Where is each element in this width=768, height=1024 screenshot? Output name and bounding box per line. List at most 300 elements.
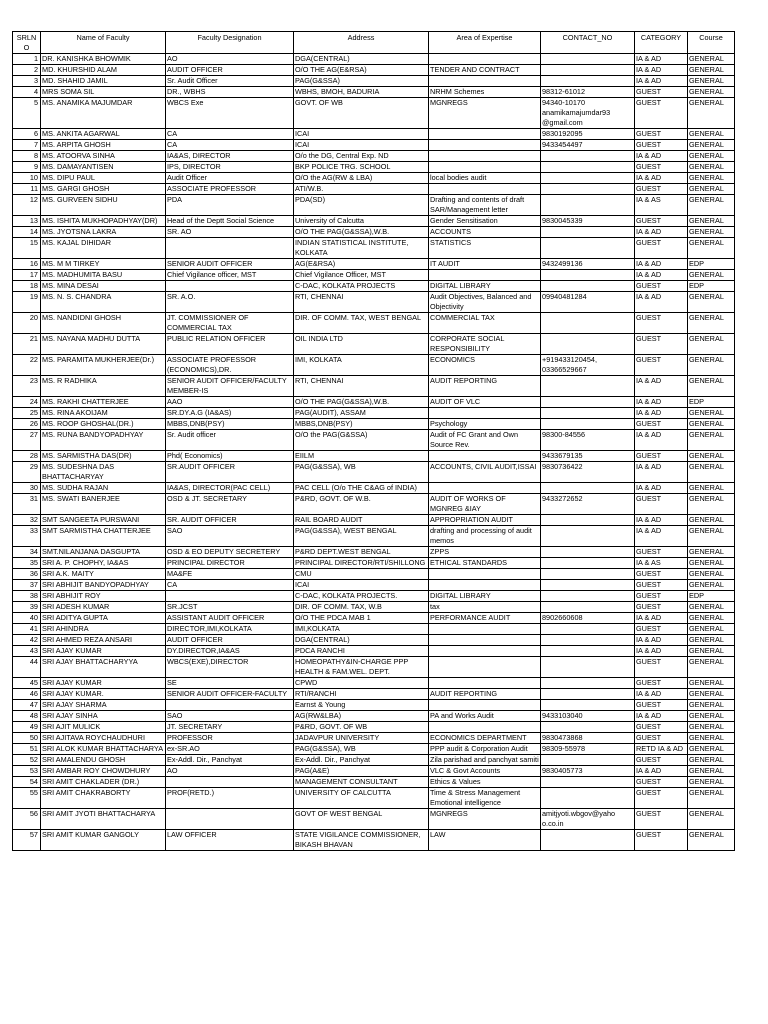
cell-category: GUEST: [635, 733, 688, 744]
cell-course: GENERAL: [688, 580, 735, 591]
cell-category: IA & AD: [635, 526, 688, 547]
cell-expertise: MGNREGS: [429, 98, 541, 129]
cell-address: ICAI: [294, 580, 429, 591]
header-srlno: SRLN O: [13, 32, 41, 54]
cell-contact: [541, 313, 635, 334]
cell-name: SRI AMIT KUMAR GANGOLY: [41, 830, 166, 851]
cell-designation: SR. A.O.: [166, 292, 294, 313]
cell-expertise: [429, 657, 541, 678]
table-row: [13, 129, 735, 140]
cell-designation: SENIOR AUDIT OFFICER-FACULTY: [166, 689, 294, 700]
cell-designation: SAO: [166, 526, 294, 547]
cell-address: GOVT. OF WB: [294, 98, 429, 129]
cell-address: O/O THE PAG(G&SSA),W.B.: [294, 227, 429, 238]
cell-designation: AUDIT OFFICER: [166, 635, 294, 646]
cell-category: GUEST: [635, 98, 688, 129]
cell-expertise: ECONOMICS: [429, 355, 541, 376]
cell-category: IA & AD: [635, 76, 688, 87]
cell-address: DIR. OF COMM. TAX, W.B: [294, 602, 429, 613]
cell-category: IA & AD: [635, 376, 688, 397]
cell-address: CMU: [294, 569, 429, 580]
cell-designation: PRINCIPAL DIRECTOR: [166, 558, 294, 569]
cell-category: GUEST: [635, 184, 688, 195]
table-row: [13, 657, 735, 678]
table-row: [13, 580, 735, 591]
cell-name: MRS SOMA SIL: [41, 87, 166, 98]
cell-designation: AUDIT OFFICER: [166, 65, 294, 76]
cell-name: MS. GARGI GHOSH: [41, 184, 166, 195]
cell-name: SRI ABHIJIT BANDYOPADHYAY: [41, 580, 166, 591]
cell-srlno: 15: [13, 238, 41, 259]
cell-category: IA & AD: [635, 173, 688, 184]
cell-expertise: Zila parishad and panchyat samiti: [430, 755, 539, 764]
cell-name: SMT SARMISTHA CHATTERJEE: [41, 526, 166, 547]
cell-contact: [541, 635, 635, 646]
cell-designation: LAW OFFICER: [166, 830, 294, 851]
cell-expertise: [429, 722, 541, 733]
cell-designation: SENIOR AUDIT OFFICER: [166, 259, 294, 270]
cell-course: EDP: [688, 591, 735, 602]
cell-category: GUEST: [635, 238, 688, 259]
table-row: [13, 830, 735, 851]
cell-designation: IA&AS, DIRECTOR: [166, 151, 294, 162]
cell-expertise: [429, 76, 541, 87]
cell-address: ICAI: [294, 129, 429, 140]
cell-category: IA & AD: [635, 646, 688, 657]
cell-designation: IA&AS, DIRECTOR(PAC CELL): [166, 483, 294, 494]
cell-category: GUEST: [635, 700, 688, 711]
cell-address: DGA(CENTRAL): [294, 54, 429, 65]
cell-expertise: STATISTICS: [429, 238, 541, 259]
cell-srlno: 42: [13, 635, 41, 646]
cell-designation: AAO: [166, 397, 294, 408]
cell-address: RTI, CHENNAI: [294, 376, 429, 397]
cell-address: PDCA RANCHI: [294, 646, 429, 657]
cell-course: GENERAL: [688, 376, 735, 397]
cell-name: MS. SARMISTHA DAS(DR): [41, 451, 166, 462]
cell-designation: [166, 591, 294, 602]
cell-course: GENERAL: [688, 419, 735, 430]
cell-name: MS. RAKHI CHATTERJEE: [41, 397, 166, 408]
cell-name: MS. RINA AKOIJAM: [41, 408, 166, 419]
cell-category: IA & AD: [635, 227, 688, 238]
cell-category: GUEST: [635, 87, 688, 98]
table-row: [13, 526, 735, 547]
cell-srlno: 21: [13, 334, 41, 355]
table-row: [13, 216, 735, 227]
cell-course: GENERAL: [688, 98, 735, 129]
cell-course: GENERAL: [688, 613, 735, 624]
table-row: [13, 162, 735, 173]
cell-course: GENERAL: [688, 76, 735, 87]
cell-srlno: 53: [13, 766, 41, 777]
cell-address: Chief Vigilance Officer, MST: [294, 270, 429, 281]
cell-address: O/O THE PDCA MAB 1: [294, 613, 429, 624]
cell-course: GENERAL: [688, 809, 735, 830]
cell-address: MBBS,DNB(PSY): [294, 419, 429, 430]
table-row: [13, 451, 735, 462]
cell-name: SRI AJIT MULICK: [41, 722, 166, 733]
cell-address: RTI/RANCHI: [294, 689, 429, 700]
cell-expertise: [429, 408, 541, 419]
cell-designation: SAO: [166, 711, 294, 722]
table-row: [13, 569, 735, 580]
cell-category: IA & AD: [635, 462, 688, 483]
cell-category: IA & AD: [635, 766, 688, 777]
table-row: [13, 788, 735, 809]
cell-srlno: 26: [13, 419, 41, 430]
cell-designation: WBCS Exe: [166, 98, 294, 129]
cell-srlno: 10: [13, 173, 41, 184]
cell-contact: [541, 376, 635, 397]
cell-course: GENERAL: [688, 65, 735, 76]
table-row: [13, 624, 735, 635]
cell-name: SRI AJAY BHATTACHARYYA: [41, 657, 166, 678]
cell-srlno: 51: [13, 744, 41, 755]
cell-designation: SE: [166, 678, 294, 689]
cell-course: GENERAL: [688, 292, 735, 313]
cell-contact: 9830192095: [541, 129, 635, 140]
cell-category: GUEST: [635, 140, 688, 151]
table-row: [13, 678, 735, 689]
cell-name: MS. MADHUMITA BASU: [41, 270, 166, 281]
cell-srlno: 33: [13, 526, 41, 547]
cell-designation: DR., WBHS: [166, 87, 294, 98]
cell-name: MS. SUDHA RAJAN: [41, 483, 166, 494]
cell-course: GENERAL: [688, 54, 735, 65]
cell-name: MS. SWATI BANERJEE: [41, 494, 166, 515]
cell-expertise: [429, 162, 541, 173]
cell-srlno: 13: [13, 216, 41, 227]
cell-category: GUEST: [635, 678, 688, 689]
cell-srlno: 55: [13, 788, 41, 809]
cell-contact: [541, 788, 635, 809]
cell-srlno: 30: [13, 483, 41, 494]
cell-srlno: 47: [13, 700, 41, 711]
cell-name: SRI ADITYA GUPTA: [41, 613, 166, 624]
cell-srlno: 50: [13, 733, 41, 744]
table-row: [13, 558, 735, 569]
cell-category: IA & AD: [635, 292, 688, 313]
cell-address: MANAGEMENT CONSULTANT: [294, 777, 429, 788]
cell-category: IA & AD: [635, 259, 688, 270]
cell-srlno: 35: [13, 558, 41, 569]
cell-expertise: ZPPS: [429, 547, 541, 558]
cell-expertise: Gender Sensitisation: [429, 216, 541, 227]
cell-category: GUEST: [635, 755, 688, 766]
cell-name: MS. ARPITA GHOSH: [41, 140, 166, 151]
table-row: [13, 646, 735, 657]
cell-course: GENERAL: [688, 830, 735, 851]
cell-category: IA & AS: [635, 558, 688, 569]
cell-course: GENERAL: [688, 678, 735, 689]
cell-name: SRI AHMED REZA ANSARI: [41, 635, 166, 646]
table-row: [13, 65, 735, 76]
cell-name: MS. SUDESHNA DAS BHATTACHARYAY: [41, 462, 166, 483]
cell-designation: ASSISTANT AUDIT OFFICER: [166, 613, 294, 624]
cell-designation: DY.DIRECTOR,IA&AS: [166, 646, 294, 657]
header-row: [13, 32, 735, 54]
cell-srlno: 16: [13, 259, 41, 270]
cell-contact: [541, 689, 635, 700]
header-name: Name of Faculty: [41, 32, 166, 54]
cell-srlno: 9: [13, 162, 41, 173]
cell-category: GUEST: [635, 216, 688, 227]
cell-course: GENERAL: [688, 558, 735, 569]
table-row: [13, 140, 735, 151]
table-row: [13, 76, 735, 87]
cell-name: MS. NAYANA MADHU DUTTA: [41, 334, 166, 355]
cell-address: C-DAC, KOLKATA PROJECTS.: [294, 591, 429, 602]
cell-category: RETD IA & AD: [635, 744, 688, 755]
cell-course: GENERAL: [688, 355, 735, 376]
cell-address: IMI, KOLKATA: [294, 355, 429, 376]
cell-name: SRI AMIT JYOTI BHATTACHARYA: [41, 809, 166, 830]
cell-name: MS. KAJAL DIHIDAR: [41, 238, 166, 259]
cell-contact: [541, 54, 635, 65]
cell-course: GENERAL: [688, 700, 735, 711]
cell-address: PDA(SD): [294, 195, 429, 216]
cell-srlno: 41: [13, 624, 41, 635]
cell-designation: [166, 777, 294, 788]
cell-contact: [541, 700, 635, 711]
table-row: [13, 494, 735, 515]
cell-designation: PROF(RETD.): [166, 788, 294, 809]
cell-expertise: [429, 270, 541, 281]
cell-address: PAG(G&SSA): [294, 76, 429, 87]
cell-course: GENERAL: [688, 755, 735, 766]
cell-designation: Chief Vigilance officer, MST: [166, 270, 294, 281]
cell-course: EDP: [688, 397, 735, 408]
cell-srlno: 1: [13, 54, 41, 65]
cell-srlno: 25: [13, 408, 41, 419]
cell-course: GENERAL: [688, 777, 735, 788]
cell-expertise: [429, 635, 541, 646]
cell-srlno: 27: [13, 430, 41, 451]
cell-category: GUEST: [635, 624, 688, 635]
cell-course: GENERAL: [688, 657, 735, 678]
cell-address: O/O the PAG(G&SSA): [294, 430, 429, 451]
cell-name: SRI AJITAVA ROYCHAUDHURI: [41, 733, 166, 744]
cell-name: SRI ALOK KUMAR BHATTACHARYA: [41, 744, 166, 755]
cell-name: MS. N. S. CHANDRA: [41, 292, 166, 313]
cell-course: GENERAL: [688, 547, 735, 558]
cell-srlno: 19: [13, 292, 41, 313]
cell-srlno: 57: [13, 830, 41, 851]
cell-srlno: 52: [13, 755, 41, 766]
cell-expertise: [429, 54, 541, 65]
cell-expertise: [429, 624, 541, 635]
cell-name: SRI AJAY KUMAR: [41, 678, 166, 689]
cell-designation: Head of the Deptt Social Science: [166, 216, 294, 227]
cell-address: BKP POLICE TRG. SCHOOL: [294, 162, 429, 173]
table-row: [13, 766, 735, 777]
table-row: [13, 54, 735, 65]
cell-contact: 9830405773: [541, 766, 635, 777]
cell-course: GENERAL: [688, 733, 735, 744]
table-row: [13, 744, 735, 755]
cell-course: GENERAL: [688, 129, 735, 140]
table-row: [13, 635, 735, 646]
cell-category: GUEST: [635, 722, 688, 733]
cell-expertise: ACCOUNTS, CIVIL AUDIT,ISSAI: [429, 462, 541, 483]
cell-designation: OSD & JT. SECRETARY: [166, 494, 294, 515]
cell-srlno: 38: [13, 591, 41, 602]
cell-contact: [541, 76, 635, 87]
cell-category: GUEST: [635, 281, 688, 292]
cell-address: PRINCIPAL DIRECTOR/RTI/SHILLONG: [294, 558, 429, 569]
cell-course: GENERAL: [688, 162, 735, 173]
cell-expertise: Drafting and contents of draft SAR/Management letter: [429, 195, 541, 216]
cell-srlno: 14: [13, 227, 41, 238]
cell-srlno: 36: [13, 569, 41, 580]
table-row: [13, 397, 735, 408]
table-row: [13, 613, 735, 624]
cell-contact: [541, 678, 635, 689]
cell-srlno: 18: [13, 281, 41, 292]
table-row: [13, 722, 735, 733]
cell-designation: AO: [166, 766, 294, 777]
table-row: [13, 87, 735, 98]
cell-contact: 98312-61012: [541, 87, 635, 98]
cell-srlno: 11: [13, 184, 41, 195]
cell-designation: SR. AUDIT OFFICER: [166, 515, 294, 526]
table-row: [13, 195, 735, 216]
cell-address: C-DAC, KOLKATA PROJECTS: [294, 281, 429, 292]
cell-category: IA & AD: [635, 515, 688, 526]
cell-expertise: local bodies audit: [429, 173, 541, 184]
cell-name: MS. NANDIDNI GHOSH: [41, 313, 166, 334]
cell-name: MS. ATOORVA SINHA: [41, 151, 166, 162]
cell-category: GUEST: [635, 569, 688, 580]
cell-expertise: ACCOUNTS: [429, 227, 541, 238]
cell-srlno: 39: [13, 602, 41, 613]
cell-category: GUEST: [635, 788, 688, 809]
cell-designation: CA: [166, 580, 294, 591]
table-row: [13, 430, 735, 451]
table-row: [13, 355, 735, 376]
cell-designation: ASSOCIATE PROFESSOR (ECONOMICS),DR.: [166, 355, 294, 376]
cell-address: O/O the AG(RW & LBA): [294, 173, 429, 184]
cell-srlno: 24: [13, 397, 41, 408]
cell-category: GUEST: [635, 580, 688, 591]
cell-address: IMI,KOLKATA: [294, 624, 429, 635]
cell-expertise: [429, 646, 541, 657]
cell-course: GENERAL: [688, 238, 735, 259]
cell-address: P&RD, GOVT. OF WB: [294, 722, 429, 733]
cell-course: GENERAL: [688, 689, 735, 700]
cell-address: EIILM: [294, 451, 429, 462]
cell-course: GENERAL: [688, 216, 735, 227]
cell-expertise: drafting and processing of audit memos: [429, 526, 541, 547]
cell-contact: [541, 526, 635, 547]
table-row: [13, 270, 735, 281]
cell-contact: [541, 281, 635, 292]
cell-designation: Audit Officer: [166, 173, 294, 184]
cell-designation: AO: [166, 54, 294, 65]
cell-expertise: Time & Stress Management Emotional intelligence: [429, 788, 541, 809]
cell-address: DIR. OF COMM. TAX, WEST BENGAL: [294, 313, 429, 334]
cell-contact: [541, 777, 635, 788]
cell-expertise: [429, 184, 541, 195]
cell-course: GENERAL: [688, 788, 735, 809]
table-row: [13, 602, 735, 613]
cell-name: MS. DAMAYANTISEN: [41, 162, 166, 173]
cell-category: IA & AD: [635, 65, 688, 76]
cell-course: GENERAL: [688, 744, 735, 755]
cell-category: GUEST: [635, 809, 688, 830]
cell-contact: 9830736422: [541, 462, 635, 483]
cell-course: GENERAL: [688, 494, 735, 515]
cell-name: SRI AMALENDU GHOSH: [41, 755, 166, 766]
cell-contact: [541, 419, 635, 430]
cell-contact: 9433454497: [541, 140, 635, 151]
cell-course: EDP: [688, 281, 735, 292]
faculty-table: [12, 31, 735, 851]
cell-contact: [541, 830, 635, 851]
cell-designation: PROFESSOR: [166, 733, 294, 744]
cell-category: IA & AD: [635, 689, 688, 700]
table-row: [13, 809, 735, 830]
cell-address: PAG(A&E): [294, 766, 429, 777]
cell-contact: 9830473868: [541, 733, 635, 744]
cell-name: MS. ISHITA MUKHOPADHYAY(DR): [41, 216, 166, 227]
cell-category: IA & AS: [635, 195, 688, 216]
cell-category: IA & AD: [635, 711, 688, 722]
cell-contact: 9433272652: [541, 494, 635, 515]
cell-contact: [541, 397, 635, 408]
cell-designation: ex-SR.AO: [166, 744, 294, 755]
cell-address: ATI/W.B.: [294, 184, 429, 195]
cell-designation: OSD & EO DEPUTY SECRETERY: [166, 547, 294, 558]
table-row: [13, 483, 735, 494]
cell-course: GENERAL: [688, 270, 735, 281]
cell-contact: 9433679135: [541, 451, 635, 462]
cell-designation: CA: [166, 129, 294, 140]
cell-address: DGA(CENTRAL): [294, 635, 429, 646]
cell-srlno: 56: [13, 809, 41, 830]
table-row: [13, 777, 735, 788]
cell-address: RAIL BOARD AUDIT: [294, 515, 429, 526]
cell-contact: [541, 624, 635, 635]
cell-contact: [541, 173, 635, 184]
cell-course: GENERAL: [688, 515, 735, 526]
cell-contact: [541, 195, 635, 216]
cell-designation: CA: [166, 140, 294, 151]
cell-expertise: AUDIT OF VLC: [429, 397, 541, 408]
cell-category: GUEST: [635, 602, 688, 613]
cell-srlno: 40: [13, 613, 41, 624]
table-row: [13, 689, 735, 700]
cell-contact: [541, 408, 635, 419]
cell-address: Ex-Addl. Dir., Panchyat: [294, 755, 429, 766]
cell-expertise: PPP audit & Corporation Audit: [429, 744, 541, 755]
header-expertise: Area of Expertise: [429, 32, 541, 54]
cell-course: GENERAL: [688, 430, 735, 451]
cell-course: GENERAL: [688, 151, 735, 162]
cell-expertise: DIGITAL LIBRARY: [429, 591, 541, 602]
cell-course: GENERAL: [688, 711, 735, 722]
cell-address: O/o the DG, Central Exp. ND: [294, 151, 429, 162]
cell-contact: [541, 580, 635, 591]
cell-category: GUEST: [635, 313, 688, 334]
cell-category: IA & AD: [635, 270, 688, 281]
cell-address: GOVT OF WEST BENGAL: [294, 809, 429, 830]
header-designation: Faculty Designation: [166, 32, 294, 54]
cell-category: IA & AD: [635, 613, 688, 624]
cell-expertise: NRHM Schemes: [429, 87, 541, 98]
cell-address: WBHS, BMOH, BADURIA: [294, 87, 429, 98]
